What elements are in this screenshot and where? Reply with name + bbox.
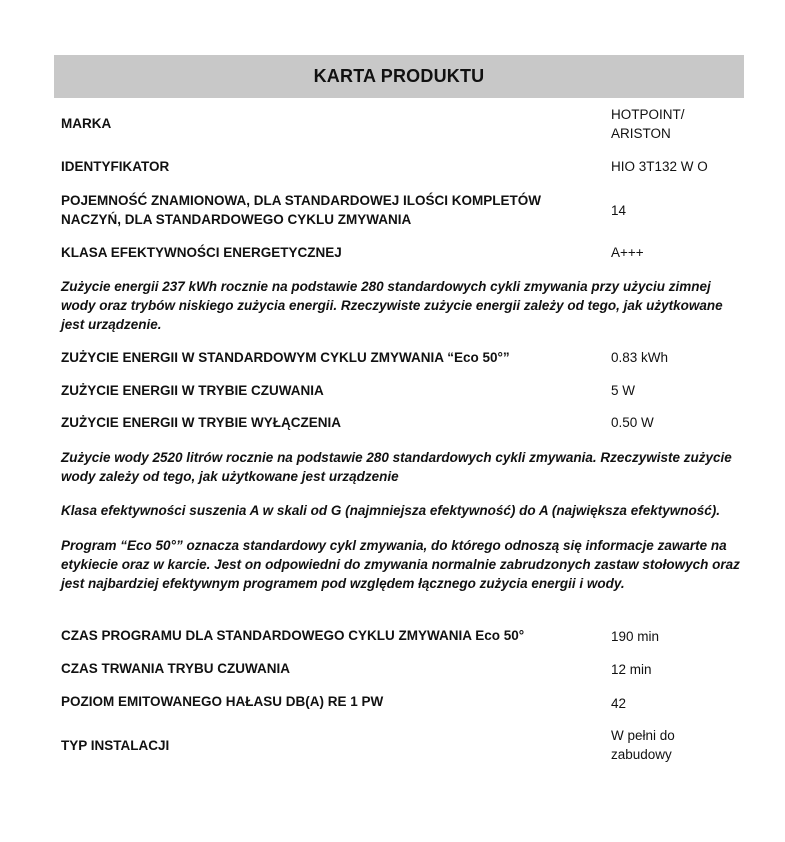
row-label: MARKA [61,116,112,131]
row-label: TYP INSTALACJI [61,738,170,753]
row-label: IDENTYFIKATOR [61,159,170,174]
row-value: 42 [611,696,627,711]
page-title: KARTA PRODUKTU [54,55,744,98]
row-value: 190 min [611,629,660,644]
row-value: 5 W [611,383,636,398]
row-value: W pełni do zabudowy [611,728,675,762]
row-label: ZUŻYCIE ENERGII W TRYBIE CZUWANIA [61,383,324,398]
row-label: POJEMNOŚĆ ZNAMIONOWA, DLA STANDARDOWEJ ILOŚCI KOMPLETÓW NACZYŃ, DLA STANDARDOWEGO CYKLU ZMYWANIA [61,193,541,227]
note-energy: Zużycie energii 237 kWh rocznie na podstawie 280 standardowych cykli zmywania przy użyciu zimnej wody oraz trybów niskiego zużycia energii. Rzeczywiste zużycie energii zależy od tego, jak użytkowane jest urządzenie. [61,279,723,332]
row-label: ZUŻYCIE ENERGII W STANDARDOWYM CYKLU ZMYWANIA “Eco 50°” [61,350,510,365]
row-label: ZUŻYCIE ENERGII W TRYBIE WYŁĄCZENIA [61,415,341,430]
row-label: POZIOM EMITOWANEGO HAŁASU DB(A) RE 1 PW [61,694,384,709]
row-label: CZAS PROGRAMU DLA STANDARDOWEGO CYKLU ZMYWANIA Eco 50° [61,628,525,643]
row-value: 0.50 W [611,415,654,430]
row-value: 12 min [611,662,652,677]
row-value: 14 [611,203,627,218]
product-table [54,0,744,842]
row-value: 0.83 kWh [611,350,669,365]
row-label: KLASA EFEKTYWNOŚCI ENERGETYCZNEJ [61,245,342,260]
row-value: HIO 3T132 W O [611,159,708,174]
note-eco-program: Program “Eco 50°” oznacza standardowy cykl zmywania, do którego odnoszą się informacje zawarte na etykiecie oraz w karcie. Jest on odpowiedni do zmywania normalnie zabrudzonych zastaw stołowych oraz jest najbardziej efektywnym programem pod względem łącznego zużycia energii i wody. [61,538,740,591]
note-water: Zużycie wody 2520 litrów rocznie na podstawie 280 standardowych cykli zmywania. Rzeczywiste zużycie wody zależy od tego, jak użytkowane jest urządzenie [61,450,732,484]
row-label: CZAS TRWANIA TRYBU CZUWANIA [61,661,290,676]
row-value: A+++ [611,245,644,260]
note-drying: Klasa efektywności suszenia A w skali od G (najmniejsza efektywność) do A (największa efektywność). [61,503,720,518]
row-value: HOTPOINT/ ARISTON [611,107,685,141]
